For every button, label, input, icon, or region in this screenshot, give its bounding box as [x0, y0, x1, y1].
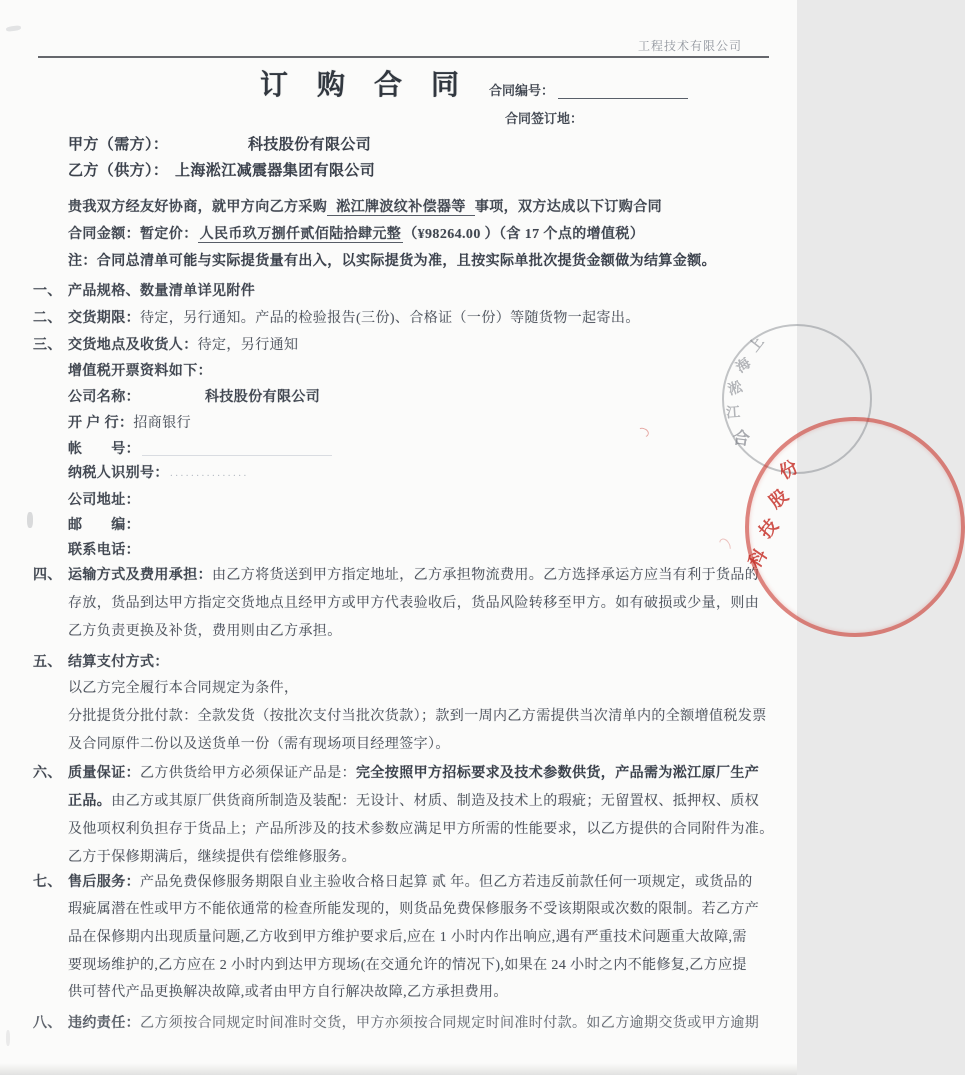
scan-smudge-bottom-left — [6, 1030, 10, 1046]
section-8-number: 八、 — [33, 1016, 62, 1031]
section-7-body-1: 产品免费保修服务期限自业主验收合格日起算 贰 年。但乙方若违反前款任何一项规定，或货品的 — [140, 875, 753, 890]
purchase-item-underlined: 淞江牌波纹补偿器等 — [327, 200, 475, 216]
amount-line — [68, 223, 644, 243]
section-3-label: 交货地点及收货人： — [68, 338, 198, 353]
intro-line — [68, 196, 662, 216]
invoice-address-label: 公司地址： — [68, 493, 140, 508]
section-6-line-4: 乙方于保修期满后，继续提供有偿维修服务。 — [68, 850, 356, 865]
seller-name: 上海淞江减震器集团有限公司 — [175, 163, 376, 179]
invoice-company-label: 公司名称： — [68, 390, 140, 405]
intro-prefix: 贵我双方经友好协商，就甲方向乙方采购 — [68, 200, 328, 215]
gray-stamp-char-1: 上 — [746, 334, 768, 356]
section-6-body-1b-bold: 完全按照甲方招标要求及技术参数供货，产品需为淞江原厂生产 — [356, 766, 760, 781]
section-7-line-4: 要现场维护的,乙方应在 2 小时内到达甲方现场(在交通允许的情况下),如果在 24 小时之内不能修复,乙方应提 — [68, 958, 747, 973]
intro-suffix: 事项，双方达成以下订购合同 — [474, 200, 663, 215]
gray-stamp-char-4: 江 — [725, 405, 741, 422]
contract-no-row — [489, 80, 688, 99]
section-5-label: 结算支付方式： — [68, 655, 169, 670]
red-stamp-char-4: 份 — [775, 456, 802, 484]
buyer-name: 科技股份有限公司 — [248, 137, 372, 153]
amount-label: 合同金额：暂定价： — [68, 227, 198, 242]
section-8-body-1: 乙方须按合同规定时间准时交货，甲方亦须按合同规定时间准时付款。如乙方逾期交货或甲方逾期 — [140, 1016, 760, 1031]
scan-bottom-shadow — [0, 1063, 797, 1075]
amount-in-words: 人民币玖万捌仟贰佰陆拾肆元整 — [199, 227, 402, 242]
section-5-para-2-line-2: 及合同原件二份以及送货单一份（需有现场项目经理签字）。 — [68, 737, 450, 752]
invoice-company-value: 科技股份有限公司 — [205, 390, 321, 405]
contract-no-label: 合同编号： — [489, 83, 555, 98]
section-1-number: 一、 — [33, 284, 62, 299]
section-5-para-1: 以乙方完全履行本合同规定为条件， — [68, 681, 299, 696]
section-4-label: 运输方式及费用承担： — [68, 568, 212, 583]
section-3-body: 待定，另行通知 — [197, 338, 299, 353]
section-3-number: 三、 — [33, 338, 62, 353]
section-7-line-3: 品在保修期内出现质量问题,乙方收到甲方维护要求后,应在 1 小时内作出响应,遇有严重技术问题重大故障,需 — [68, 930, 747, 945]
section-6-body-2a-bold: 正品。 — [68, 794, 112, 809]
section-5-para-2-line-1: 分批提货分批付款：全款发货（按批次支付当批次货款）；款到一周内乙方需提供当次清单内的全额增值税发票 — [68, 709, 767, 724]
section-2-body: 待定，另行通知。产品的检验报告(三份)、合格证（一份）等随货物一起寄出。 — [140, 311, 640, 326]
section-4-line-2: 存放，货品到达甲方指定交货地点且经甲方或甲方代表验收后，货品风险转移至甲方。如有破损或少量，则由 — [68, 596, 760, 611]
section-5-number: 五、 — [33, 655, 62, 670]
section-7-line-1 — [68, 871, 753, 891]
section-4-number: 四、 — [33, 568, 62, 583]
scan-smudge-left-edge — [27, 512, 33, 528]
section-4-body-1: 由乙方将货送到甲方指定地址，乙方承担物流费用。乙方选择承运方应当有利于货品的 — [212, 568, 760, 583]
scan-smudge-top-left — [6, 25, 22, 32]
red-stamp-char-2: 技 — [755, 515, 783, 543]
red-stamp-char-1: 科 — [744, 545, 772, 572]
invoice-phone-label: 联系电话： — [68, 543, 140, 558]
invoice-bank-value: 招商银行 — [133, 416, 192, 431]
red-stamp-char-3: 股 — [765, 485, 792, 513]
section-7-line-2: 瑕疵属潜在性或甲方不能依通常的检查所能发现的，则货品免费保修服务不受该期限或次数的限制。若乙方产 — [68, 902, 760, 917]
section-6-body-1a: 乙方供货给甲方必须保证产品是： — [140, 766, 356, 781]
section-4-line-3: 乙方负责更换及补货，费用则由乙方承担。 — [68, 624, 342, 639]
section-6-label: 质量保证： — [68, 766, 140, 781]
taxid-redacted-value: ............... — [170, 467, 249, 479]
section-4-line-1 — [68, 564, 759, 584]
invoice-taxid-label: 纳税人识别号： — [68, 466, 169, 481]
red-ink-speck-2 — [717, 537, 733, 555]
header-company-name: 工程技术有限公司 — [638, 39, 743, 53]
buyer-label: 甲方（需方）： — [68, 137, 169, 153]
page-title: 订 购 合 同 — [260, 70, 471, 101]
section-2-text — [68, 307, 640, 327]
sign-place-label: 合同签订地： — [505, 111, 584, 126]
red-ink-speck-1 — [636, 426, 650, 439]
gray-stamp-center-char: 合 — [731, 428, 751, 449]
invoice-zip-label: 邮 编： — [68, 518, 140, 533]
section-7-label: 售后服务： — [68, 875, 140, 890]
section-6-line-1 — [68, 762, 759, 782]
gray-stamp-char-2: 海 — [733, 356, 754, 377]
amount-figures: （¥98264.00 ）（含 17 个点的增值税） — [403, 227, 645, 242]
note-line: 注：合同总清单可能与实际提货量有出入，以实际提货为准，且按实际单批次提货金额做为结算金额。 — [68, 254, 716, 269]
section-7-number: 七、 — [33, 875, 62, 890]
account-blank-line — [142, 455, 332, 456]
invoice-account-label: 帐 号： — [68, 442, 140, 457]
seller-label: 乙方（供方）： — [68, 163, 169, 179]
section-8-label: 违约责任： — [68, 1016, 140, 1031]
section-6-line-2 — [68, 790, 759, 810]
header-rule — [38, 56, 769, 58]
section-6-line-3: 及他项权利负担存于货品上；产品所涉及的技术参数应满足甲方所需的性能要求，以乙方提供的合同附件为准。 — [68, 822, 774, 837]
invoice-bank-label: 开 户 行： — [68, 416, 134, 431]
gray-stamp-char-3: 淞 — [726, 380, 745, 399]
invoice-title: 增值税开票资料如下： — [68, 364, 212, 379]
section-6-number: 六、 — [33, 766, 62, 781]
section-6-body-2b: 由乙方或其原厂供货商所制造及装配：无设计、材质、制造及技术上的瑕疵；无留置权、抵押权、质权 — [111, 794, 760, 809]
section-7-line-5: 供可替代产品更换解决故障,或者由甲方自行解决故障,乙方承担费用。 — [68, 985, 508, 1000]
section-3-text — [68, 334, 298, 354]
contract-no-blank — [558, 84, 688, 99]
invoice-bank-row — [68, 412, 191, 432]
section-1-text: 产品规格、数量清单详见附件 — [68, 284, 256, 299]
section-8-line-1 — [68, 1012, 759, 1032]
section-2-number: 二、 — [33, 311, 62, 326]
section-2-label: 交货期限： — [68, 311, 140, 326]
